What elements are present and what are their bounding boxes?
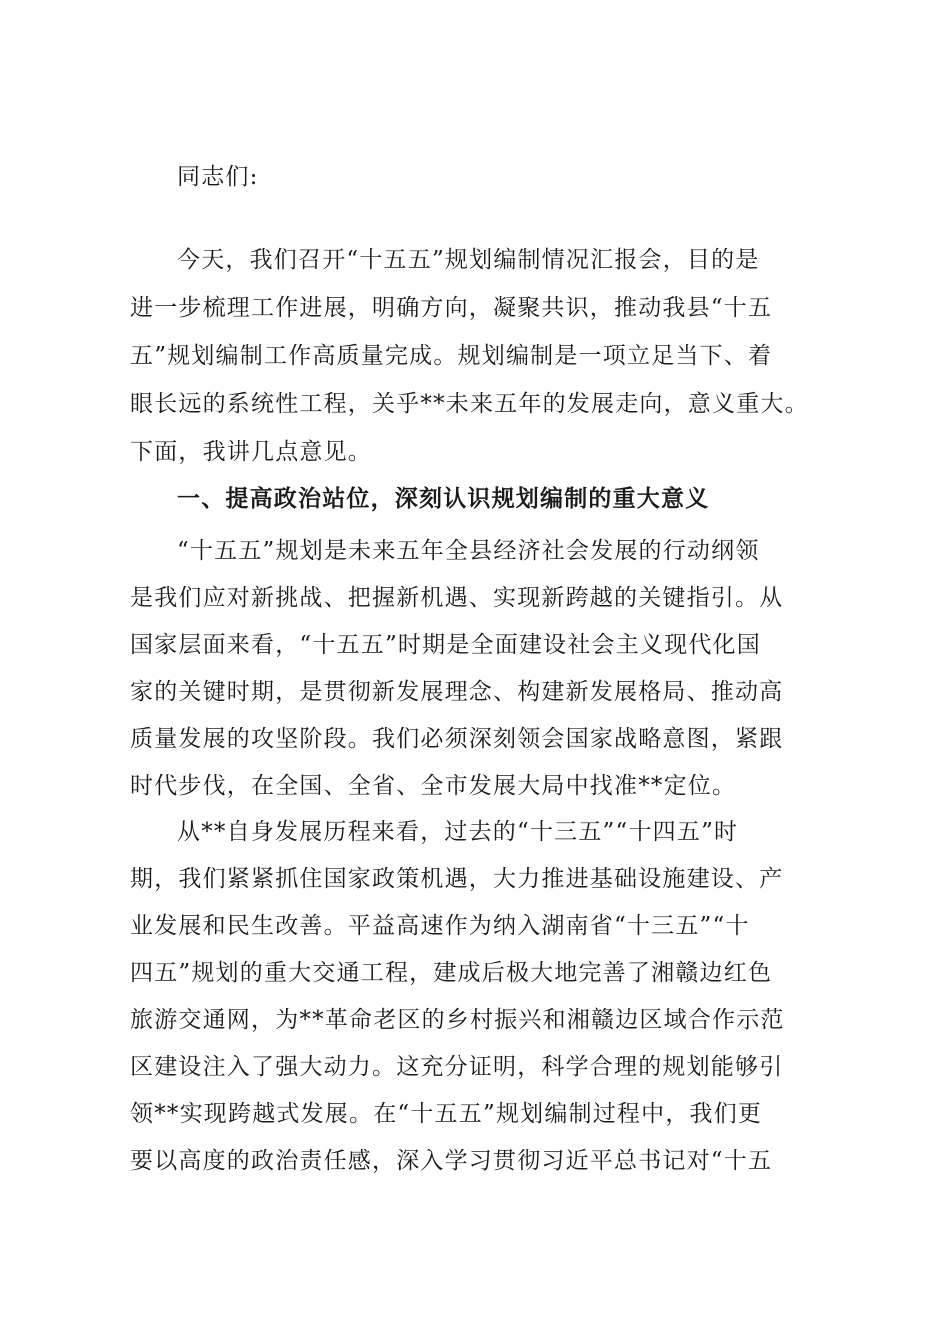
paragraph-1-line-5: 下面，我讲几点意见。	[130, 439, 372, 465]
paragraph-3-line-5: 旅游交通网，为**革命老区的乡村振兴和湘赣边区域合作示范	[130, 1007, 785, 1033]
salutation: 同志们:	[177, 164, 259, 190]
paragraph-3-line-1: 从**自身发展历程来看，过去的“十三五”“十四五”时	[177, 819, 739, 845]
paragraph-2-line-3: 国家层面来看，“十五五”时期是全面建设社会主义现代化国	[130, 632, 761, 658]
section-1-heading: 一、提高政治站位，深刻认识规划编制的重大意义	[177, 485, 710, 512]
paragraph-1-line-2: 进一步梳理工作进展，明确方向，凝聚共识，推动我县“十五	[130, 295, 773, 321]
paragraph-3-line-4: 四五”规划的重大交通工程，建成后极大地完善了湘赣边红色	[130, 960, 773, 986]
paragraph-2-line-6: 时代步伐，在全国、全省、全市发展大局中找准**定位。	[130, 773, 737, 799]
paragraph-3-line-6: 区建设注入了强大动力。这充分证明，科学合理的规划能够引	[130, 1054, 784, 1080]
paragraph-3-line-3: 业发展和民生改善。平益高速作为纳入湖南省“十三五”“十	[130, 913, 750, 939]
paragraph-3-line-8: 要以高度的政治责任感，深入学习贯彻习近平总书记对“十五	[130, 1148, 773, 1174]
paragraph-1-line-1: 今天，我们召开“十五五”规划编制情况汇报会，目的是	[177, 247, 760, 273]
paragraph-1-line-4: 眼长远的系统性工程，关乎**未来五年的发展走向，意义重大。	[130, 391, 809, 417]
paragraph-1-line-3: 五”规划编制工作高质量完成。规划编制是一项立足当下、着	[130, 343, 773, 369]
paragraph-3-line-2: 期，我们紧紧抓住国家政策机遇，大力推进基础设施建设、产	[130, 866, 784, 892]
paragraph-3-line-7: 领**实现跨越式发展。在“十五五”规划编制过程中，我们更	[130, 1101, 763, 1127]
paragraph-2-line-1: “十五五”规划是未来五年全县经济社会发展的行动纲领	[177, 538, 760, 564]
paragraph-2-line-5: 质量发展的攻坚阶段。我们必须深刻领会国家战略意图，紧跟	[130, 726, 784, 752]
paragraph-2-line-2: 是我们应对新挑战、把握新机遇、实现新跨越的关键指引。从	[130, 585, 784, 611]
paragraph-2-line-4: 家的关键时期，是贯彻新发展理念、构建新发展格局、推动高	[130, 679, 784, 705]
